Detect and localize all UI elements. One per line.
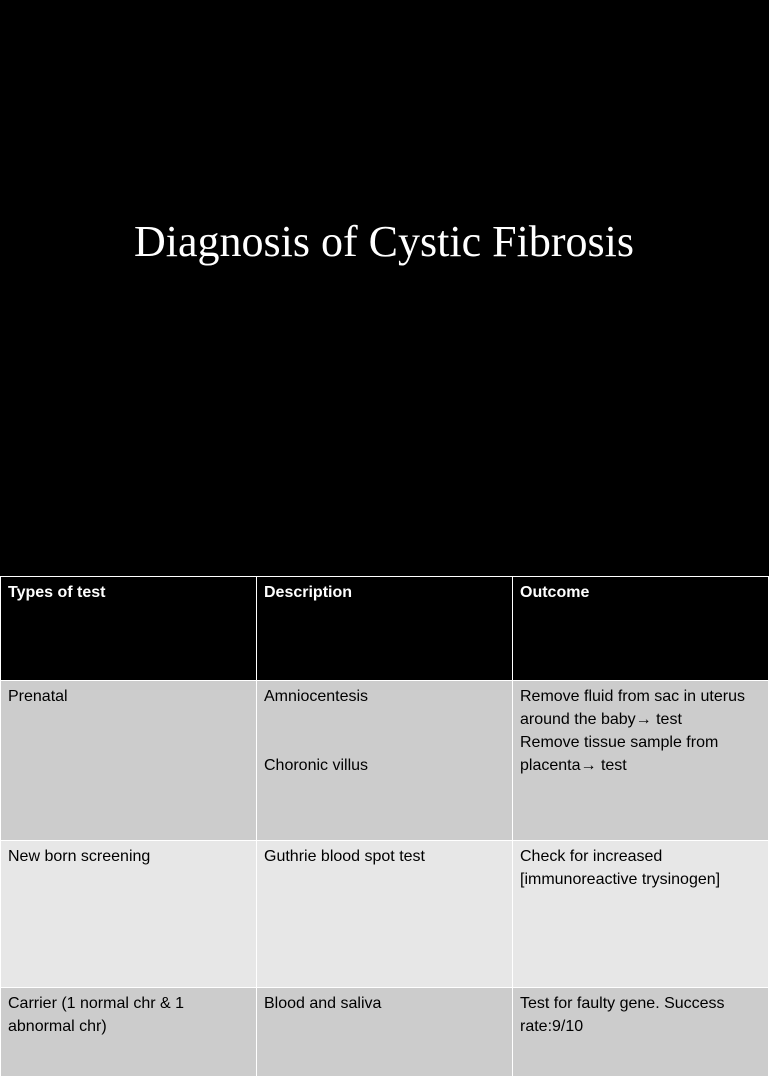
cell-description: [257, 681, 513, 841]
outcome-line: Remove tissue sample from placenta→ test: [520, 734, 719, 774]
cell-description: Blood and saliva: [257, 988, 513, 1077]
diagnosis-table: [0, 576, 769, 1077]
table-header-row: [1, 577, 769, 681]
description-line: Choronic villus: [264, 757, 369, 774]
table-row: [1, 988, 769, 1077]
cell-outcome: [513, 681, 769, 841]
description-line: Amniocentesis: [264, 688, 369, 705]
slide-title: Diagnosis of Cystic Fibrosis: [134, 217, 634, 266]
cell-type: Carrier (1 normal chr & 1 abnormal chr): [1, 988, 257, 1077]
table-row: [1, 841, 769, 988]
cell-outcome: Check for increased [immunoreactive trysinogen]: [513, 841, 769, 988]
cell-type: New born screening: [1, 841, 257, 988]
header-description: Description: [257, 577, 513, 681]
cell-description: Guthrie blood spot test: [257, 841, 513, 988]
cell-outcome: Test for faulty gene. Success rate:9/10: [513, 988, 769, 1077]
outcome-line: Remove fluid from sac in uterus around the baby→ test: [520, 688, 745, 728]
header-outcome: Outcome: [513, 577, 769, 681]
table-row: [1, 681, 769, 841]
cell-type: Prenatal: [1, 681, 257, 841]
header-types-of-test: Types of test: [1, 577, 257, 681]
